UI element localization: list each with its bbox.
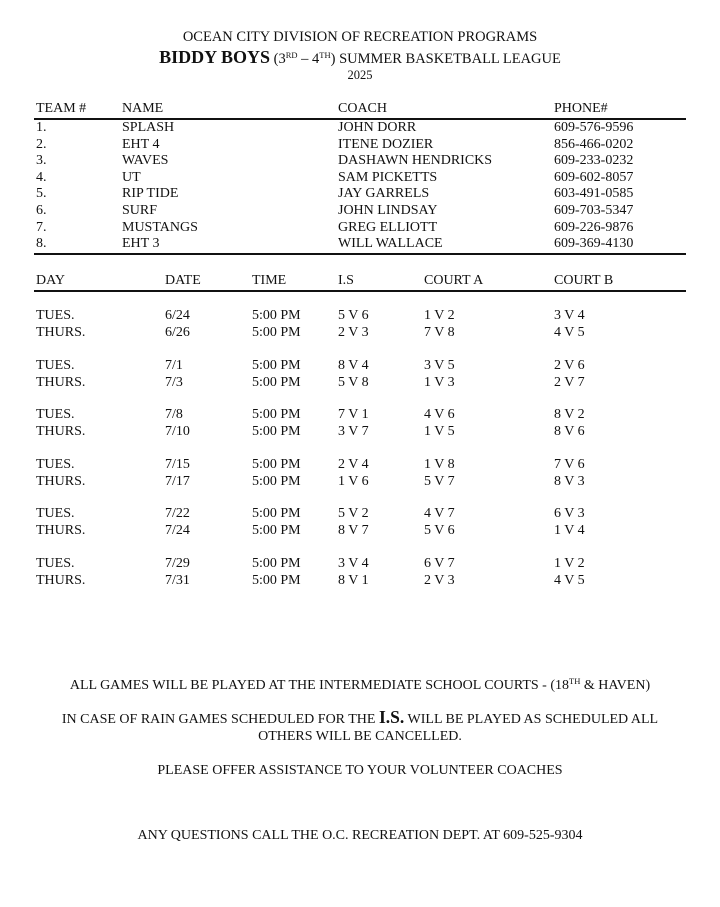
game-date: 6/24 [165, 308, 190, 323]
season-year: 2025 [347, 68, 373, 82]
game-is: 5 V 8 [338, 374, 369, 390]
game-time: 5:00 PM [252, 424, 301, 440]
game-a: 7 V 8 [424, 325, 455, 340]
col-court-b: COURT B [554, 273, 614, 288]
game-b: 1 V 2 [554, 556, 585, 571]
team-coach: SAM PICKETTS [338, 169, 438, 185]
league-subtitle: SUMMER BASKETBALL LEAGUE [339, 51, 561, 67]
location-note [0, 673, 720, 694]
col-coach: COACH [338, 101, 388, 116]
game-day: THURS. [36, 325, 86, 340]
grade-end-suffix: TH [319, 50, 331, 60]
game-b: 1 V 4 [554, 523, 585, 539]
game-date: 7/1 [165, 357, 183, 373]
team-num: 3. [36, 153, 47, 169]
location-text-end: & HAVEN) [580, 678, 651, 693]
game-day: TUES. [36, 506, 75, 522]
rain-is: I.S. [378, 707, 405, 727]
game-day: THURS. [36, 573, 86, 588]
grade-start: 3 [278, 51, 286, 67]
teams-bottom-rule [34, 253, 686, 255]
team-coach: WILL WALLACE [338, 236, 443, 252]
game-is: 1 V 6 [338, 473, 369, 489]
game-is: 8 V 4 [338, 357, 369, 373]
game-b: 8 V 3 [554, 473, 585, 489]
game-time: 5:00 PM [252, 523, 301, 539]
game-is: 2 V 4 [338, 456, 369, 472]
game-date: 7/22 [165, 506, 190, 522]
game-day: THURS. [36, 424, 86, 440]
team-phone: 609-233-0232 [554, 153, 634, 169]
game-day: TUES. [36, 308, 75, 323]
team-name: WAVES [122, 153, 169, 169]
game-day: TUES. [36, 456, 75, 472]
game-date: 7/29 [165, 556, 190, 571]
game-time: 5:00 PM [252, 573, 301, 588]
team-phone: 609-226-9876 [554, 219, 634, 235]
schedule-header-rule [34, 290, 686, 292]
game-day: THURS. [36, 374, 86, 390]
game-time: 5:00 PM [252, 374, 301, 390]
location-text: ALL GAMES WILL BE PLAYED AT THE INTERMEDIATE SCHOOL COURTS - (18 [69, 678, 570, 693]
team-coach: JAY GARRELS [338, 186, 430, 202]
game-time: 5:00 PM [252, 506, 301, 522]
game-b: 8 V 2 [554, 407, 585, 423]
game-date: 7/17 [165, 473, 190, 489]
team-phone: 609-703-5347 [554, 203, 634, 218]
team-coach: GREG ELLIOTT [338, 219, 438, 235]
game-a: 4 V 7 [424, 506, 455, 522]
game-b: 4 V 5 [554, 325, 585, 340]
game-a: 6 V 7 [424, 556, 455, 571]
team-name: MUSTANGS [122, 219, 198, 235]
team-phone: 609-576-9596 [554, 120, 634, 135]
team-num: 5. [36, 186, 47, 202]
col-is: I.S [338, 273, 354, 288]
game-time: 5:00 PM [252, 325, 301, 340]
game-b: 7 V 6 [554, 456, 585, 472]
game-date: 6/26 [165, 325, 190, 340]
col-court-a: COURT A [424, 273, 484, 288]
game-a: 1 V 8 [424, 456, 455, 472]
game-day: THURS. [36, 473, 86, 489]
team-num: 2. [36, 136, 47, 152]
team-name: UT [122, 169, 141, 185]
game-a: 1 V 3 [424, 374, 455, 390]
game-time: 5:00 PM [252, 473, 301, 489]
game-date: 7/8 [165, 407, 183, 423]
team-name: SURF [122, 203, 158, 218]
game-time: 5:00 PM [252, 357, 301, 373]
team-phone: 856-466-0202 [554, 136, 634, 152]
grade-start-suffix: RD [285, 50, 298, 60]
team-name: EHT 4 [122, 136, 160, 152]
game-time: 5:00 PM [252, 456, 301, 472]
game-a: 1 V 5 [424, 424, 455, 440]
team-name: RIP TIDE [122, 186, 179, 202]
team-coach: JOHN DORR [338, 120, 417, 135]
game-a: 1 V 2 [424, 308, 455, 323]
team-phone: 609-602-8057 [554, 169, 634, 185]
game-is: 7 V 1 [338, 407, 369, 423]
game-a: 5 V 6 [424, 523, 455, 539]
game-day: TUES. [36, 556, 75, 571]
game-is: 8 V 1 [338, 573, 369, 588]
col-time: TIME [252, 273, 287, 288]
col-day: DAY [36, 273, 66, 288]
game-date: 7/10 [165, 424, 190, 440]
team-name: SPLASH [122, 120, 175, 135]
game-day: THURS. [36, 523, 86, 539]
col-phone: PHONE# [554, 101, 608, 116]
team-num: 8. [36, 236, 47, 252]
game-b: 2 V 6 [554, 357, 585, 373]
team-num: 4. [36, 169, 47, 185]
game-time: 5:00 PM [252, 407, 301, 423]
game-is: 3 V 7 [338, 424, 369, 440]
col-name: NAME [122, 101, 164, 116]
game-time: 5:00 PM [252, 308, 301, 323]
game-is: 3 V 4 [338, 556, 369, 571]
game-date: 7/24 [165, 523, 190, 539]
league-name: BIDDY BOYS [159, 47, 270, 67]
team-num: 6. [36, 203, 47, 218]
team-phone: 603-491-0585 [554, 186, 634, 202]
game-is: 8 V 7 [338, 523, 369, 539]
game-a: 4 V 6 [424, 407, 455, 423]
col-date: DATE [165, 273, 201, 288]
assist-note: PLEASE OFFER ASSISTANCE TO YOUR VOLUNTEER COACHES [157, 763, 563, 778]
game-a: 3 V 5 [424, 357, 455, 373]
grade-end: – 4 [301, 51, 320, 67]
game-a: 2 V 3 [424, 573, 455, 588]
game-b: 6 V 3 [554, 506, 585, 522]
game-day: TUES. [36, 357, 75, 373]
org-title: OCEAN CITY DIVISION OF RECREATION PROGRAMS [182, 29, 538, 45]
game-b: 3 V 4 [554, 308, 585, 323]
team-num: 7. [36, 219, 47, 235]
game-b: 2 V 7 [554, 374, 585, 390]
game-date: 7/15 [165, 456, 190, 472]
rain-note [0, 709, 720, 728]
team-coach: JOHN LINDSAY [338, 203, 438, 218]
team-num: 1. [36, 120, 47, 135]
game-day: TUES. [36, 407, 75, 423]
rain-text: IN CASE OF RAIN GAMES SCHEDULED FOR THE [61, 712, 379, 727]
game-b: 4 V 5 [554, 573, 585, 588]
team-coach: ITENE DOZIER [338, 136, 434, 152]
game-date: 7/3 [165, 374, 183, 390]
questions-note: ANY QUESTIONS CALL THE O.C. RECREATION DEPT. AT 609-525-9304 [137, 828, 583, 843]
rain-text-end: WILL BE PLAYED AS SCHEDULED ALL [404, 712, 659, 727]
game-date: 7/31 [165, 573, 190, 588]
game-a: 5 V 7 [424, 473, 455, 489]
team-coach: DASHAWN HENDRICKS [338, 153, 493, 169]
league-title: BIDDY BOYS (3RD – 4TH) SUMMER BASKETBALL LEAGUE [159, 47, 561, 67]
game-is: 2 V 3 [338, 325, 369, 340]
game-is: 5 V 2 [338, 506, 369, 522]
team-phone: 609-369-4130 [554, 236, 634, 252]
game-b: 8 V 6 [554, 424, 585, 440]
team-name: EHT 3 [122, 236, 160, 252]
location-suffix: TH [569, 676, 581, 686]
rain-note-line2: OTHERS WILL BE CANCELLED. [258, 729, 462, 744]
col-team-num: TEAM # [36, 101, 87, 116]
game-is: 5 V 6 [338, 308, 369, 323]
game-time: 5:00 PM [252, 556, 301, 571]
